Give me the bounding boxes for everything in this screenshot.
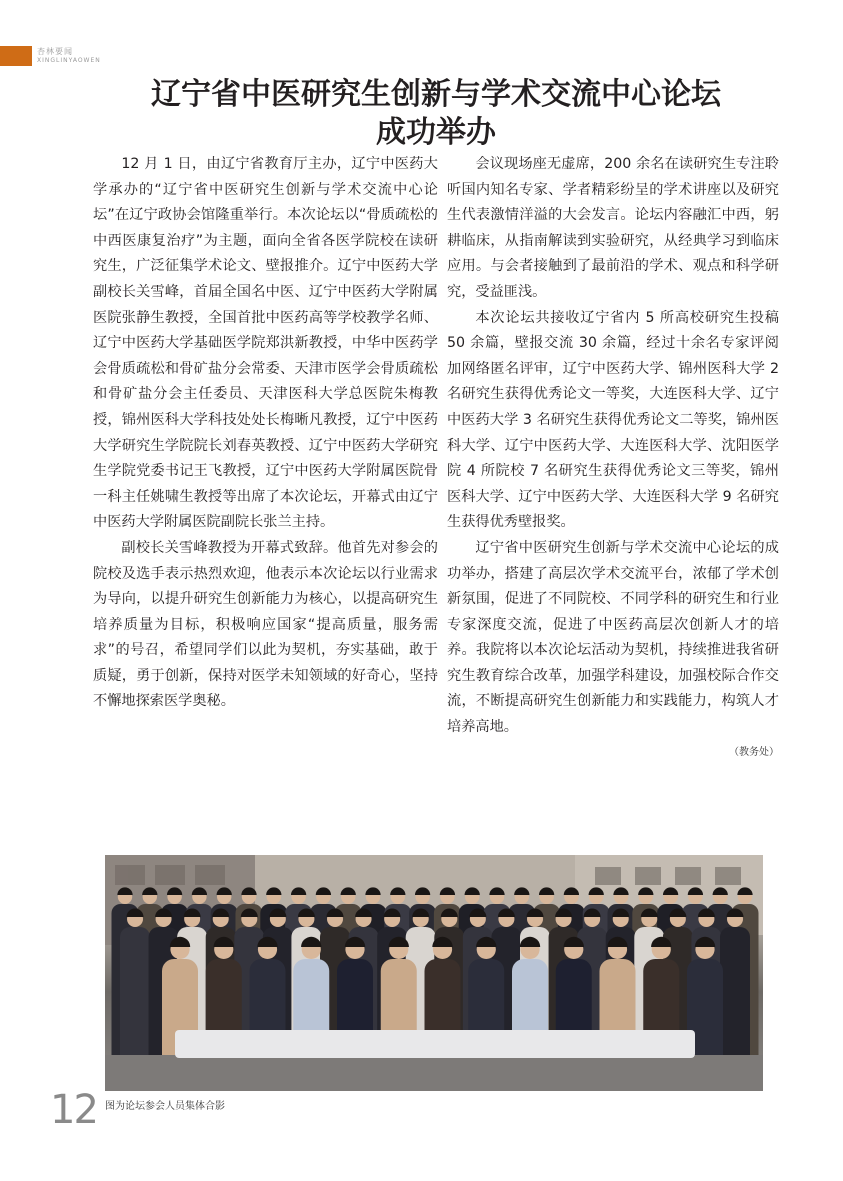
photo-caption: 图为论坛参会人员集体合影 bbox=[105, 1101, 225, 1112]
group-photo bbox=[105, 855, 763, 1091]
paragraph: 本次论坛共接收辽宁省内 5 所高校研究生投稿 50 余篇，壁报交流 30 余篇，经过十余名专家评阅加网络匿名评审，辽宁中医药大学、锦州医科大学 2 名研究生获得优秀论文一等奖，大连医科大学、辽宁中医药大学 3 名研究生获得优秀论文二等奖，锦州医科大学、辽宁中医药大学、大连医科大学、沈阳医学院 4 所院校 7 名研究生获得优秀论文三等奖，锦州医科大学、辽宁中医药大学、大连医科大学 9 名研究生获得优秀壁报奖。 bbox=[447, 309, 779, 531]
section-color-tab bbox=[0, 46, 32, 66]
author-signature: （教务处） bbox=[729, 746, 779, 758]
paragraph: 副校长关雪峰教授为开幕式致辞。他首先对参会的院校及选手表示热烈欢迎，他表示本次论坛以行业需求为导向，以提升研究生创新能力为核心，以提高研究生培养质量为目标，积极响应国家“提高质量，服务需求”的号召，希望同学们以此为契机，夯实基础，敢于质疑，勇于创新，保持对医学未知领域的好奇心，坚持不懈地探索医学奥秘。 bbox=[93, 539, 438, 710]
article-title bbox=[100, 76, 772, 152]
paragraph: 会议现场座无虚席，200 余名在读研究生专注聆听国内知名专家、学者精彩纷呈的学术讲座以及研究生代表激情洋溢的大会发言。论坛内容融汇中西，躬耕临床，从指南解读到实验研究，从经典学习到临床应用。与会者接触到了最前沿的学术、观点和科学研究，受益匪浅。 bbox=[447, 156, 779, 300]
article-column-right bbox=[447, 152, 779, 763]
group-photo-illustration bbox=[105, 855, 763, 1091]
paragraph: 辽宁省中医研究生创新与学术交流中心论坛的成功举办，搭建了高层次学术交流平台，浓郁了学术创新氛围，促进了不同院校、不同学科的研究生和行业专家深度交流，促进了中医药高层次创新人才的培养。我院将以本次论坛活动为契机，持续推进我省研究生教育综合改革，加强学科建设，加强校际合作交流，不断提高研究生创新能力和实践能力，构筑人才培养高地。 bbox=[447, 539, 779, 736]
title-line-1: 辽宁省中医研究生创新与学术交流中心论坛 bbox=[151, 77, 721, 112]
section-label: 杏林要闻 bbox=[37, 47, 73, 56]
paragraph: 12 月 1 日，由辽宁省教育厅主办，辽宁中医药大学承办的“辽宁省中医研究生创新与学术交流中心论坛”在辽宁政协会馆隆重举行。本次论坛以“骨质疏松的中西医康复治疗”为主题，面向全省各医学院校在读研究生，广泛征集学术论文、壁报推介。辽宁中医药大学副校长关雪峰，首届全国名中医、辽宁中医药大学附属医院张静生教授，全国首批中医药高等学校教学名师、辽宁中医药大学基础医学院郑洪新教授，中华中医药学会骨质疏松和骨矿盐分会常委、天津市医学会骨质疏松和骨矿盐分会主任委员、天津医科大学总医院朱梅教授，锦州医科大学科技处处长梅晰凡教授，辽宁中医药大学研究生学院院长刘春英教授、辽宁中医药大学研究生学院党委书记王飞教授，辽宁中医药大学附属医院骨一科主任姚啸生教授等出席了本次论坛，开幕式由辽宁中医药大学附属医院副院长张兰主持。 bbox=[93, 156, 438, 531]
article-column-left bbox=[93, 152, 438, 715]
section-label-pinyin: XINGLINYAOWEN bbox=[37, 57, 101, 64]
title-line-2: 成功举办 bbox=[376, 115, 496, 150]
page-number: 12 bbox=[50, 1087, 97, 1133]
